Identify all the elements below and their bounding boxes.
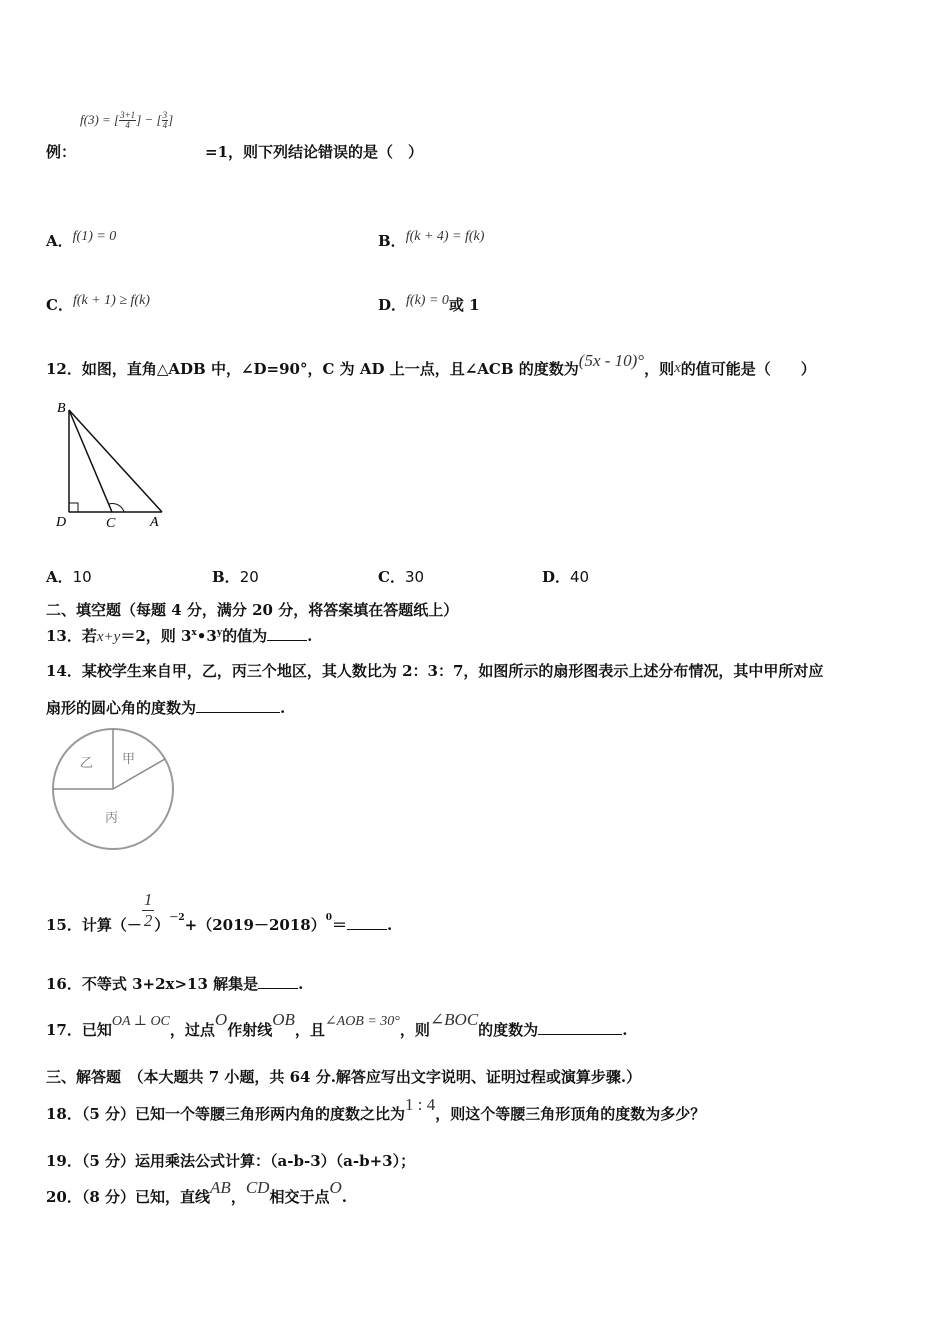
q18-ratio: 1 : 4: [405, 1095, 436, 1114]
q17-t1: ，过点: [169, 1021, 215, 1039]
q20-math-o: O: [329, 1178, 342, 1197]
q13-tail: 的值为: [222, 627, 268, 645]
option-value: 10: [72, 568, 92, 586]
option-letter: B．: [212, 568, 240, 586]
q15-prefix: 15．计算（－: [46, 916, 142, 934]
right-angle-mark: [69, 503, 78, 512]
q17-t2: 作射线: [227, 1021, 273, 1039]
q20-math-ab: AB: [210, 1178, 231, 1197]
q15-sup0: 0: [325, 913, 332, 923]
q13-sup2: y: [216, 628, 223, 638]
option-letter: C．: [378, 568, 405, 586]
q11-formula-end: ]: [168, 112, 174, 127]
q11-option-a[interactable]: [46, 230, 116, 251]
q17-t5: 的度数为: [478, 1021, 539, 1039]
q15-end: .: [387, 916, 393, 934]
q17-end: .: [622, 1021, 628, 1039]
q11-formula-lhs: f(3) = [: [80, 112, 120, 127]
q16-answer-blank[interactable]: [258, 976, 298, 989]
option-value: 30: [404, 568, 425, 586]
q20-math-cd: CD: [245, 1178, 270, 1197]
q15-frac-den: 2: [143, 911, 153, 930]
q15-frac-num: 1: [143, 890, 153, 909]
q20-t2: 相交于点: [269, 1188, 330, 1206]
q12-option-a[interactable]: [46, 566, 92, 587]
q13-dot: •3: [196, 627, 217, 645]
q20: [46, 1178, 347, 1207]
q17: [46, 1010, 628, 1040]
q18: [46, 1095, 706, 1124]
option-letter: D．: [542, 568, 571, 586]
q20-t1: ，: [230, 1188, 246, 1206]
q16-text: 16．不等式 3+2x>13 解集是: [46, 975, 259, 993]
q13-end: .: [307, 627, 313, 645]
q17-t4: ，则: [399, 1021, 430, 1039]
q17-math-o: O: [214, 1010, 228, 1029]
q17-math-ob: OB: [272, 1010, 295, 1029]
q11-example-label: 例：: [46, 143, 77, 161]
label-a: A: [150, 515, 159, 530]
q16: [46, 973, 303, 994]
option-letter: B．: [378, 232, 406, 250]
q20-prefix: 20．（8 分）已知，直线: [46, 1188, 211, 1206]
section2-heading: 二、填空题（每题 4 分，满分 20 分，将答案填在答题纸上）: [46, 601, 459, 619]
option-letter: C．: [46, 296, 73, 314]
option-value: 40: [570, 568, 590, 586]
q17-math-oa-oc: OA ⊥ OC: [111, 1014, 170, 1029]
section3-heading: 三、解答题 （本大题共 7 小题，共 64 分.解答应写出文字说明、证明过程或演算步骤.）: [46, 1068, 642, 1086]
q13-mid: ＝2，则 3: [120, 627, 192, 645]
q15-frac: [142, 890, 155, 931]
q13: [46, 625, 312, 646]
label-b: B: [57, 401, 66, 416]
q15-mid: ）: [154, 916, 170, 934]
q12-stem: [46, 351, 816, 379]
label-c: C: [106, 516, 116, 531]
q12-var: x: [674, 360, 681, 376]
q18-prefix: 18．（5 分）已知一个等腰三角形两内角的度数之比为: [46, 1105, 406, 1123]
option-letter: D．: [378, 296, 407, 314]
q11-option-c[interactable]: [46, 294, 150, 315]
q14-line2-text: 扇形的圆心角的度数为: [46, 699, 197, 717]
q13-prefix: 13．若: [46, 627, 97, 645]
q18-tail: ，则这个等腰三角形顶角的度数为多少？: [435, 1105, 706, 1123]
q16-end: .: [298, 975, 304, 993]
q17-t3: ，且: [294, 1021, 325, 1039]
q14-answer-blank[interactable]: [196, 700, 280, 713]
pie-label-bing: 丙: [105, 810, 119, 825]
q17-math-aob: ∠AOB = 30°: [324, 1014, 400, 1029]
q17-prefix: 17．已知: [46, 1021, 112, 1039]
q11-option-b[interactable]: [378, 230, 484, 251]
q11-formula: [80, 111, 173, 130]
q12-stem-b: ，则: [644, 360, 675, 378]
q15-eq: ＝: [332, 916, 348, 934]
q12-triangle-figure: [50, 398, 180, 533]
q12-stem-c: 的值可能是（ ）: [680, 360, 816, 378]
q11-stem-tail: =1，则下列结论错误的是（ ）: [205, 143, 424, 161]
q15-rest: +（2019－2018）: [184, 916, 326, 934]
q19: 19．（5 分）运用乘法公式计算：（a-b-3）（a-b+3）；: [46, 1152, 416, 1170]
q12-angle-expr: (5x - 10)°: [578, 351, 645, 370]
q14-end: .: [280, 699, 286, 717]
label-d: D: [56, 515, 67, 530]
q15-sup: －2: [169, 913, 185, 923]
q11-formula-mid: ] − [: [136, 112, 162, 127]
q14-line1: 14．某校学生来自甲，乙，丙三个地区，其人数比为 2：3：7，如图所示的扇形图表示上述分布情况，其中甲所对应: [46, 662, 824, 680]
segment-bc: [69, 410, 112, 512]
q12-stem-a: 12．如图，直角△ADB 中，∠D=90°，C 为 AD 上一点，且∠ACB 的度数为: [46, 360, 579, 378]
q17-math-boc: ∠BOC: [429, 1010, 479, 1029]
q13-sup1: x: [191, 628, 197, 638]
pie-label-jia: 甲: [122, 751, 136, 766]
q14-pie-chart: [50, 727, 178, 851]
q13-expr: x+y: [96, 629, 121, 645]
side-ba: [69, 410, 162, 512]
pie-label-yi: 乙: [80, 755, 94, 770]
q13-answer-blank[interactable]: [267, 628, 307, 641]
option-letter: A．: [46, 568, 73, 586]
q15: [46, 890, 393, 934]
option-value: 20: [239, 568, 259, 586]
q15-answer-blank[interactable]: [347, 917, 387, 930]
q20-end: .: [341, 1188, 347, 1206]
q14-line2: [46, 697, 285, 718]
pie-divider-right: [113, 759, 165, 789]
q11-frac1: $\frac{3+1}{4}$: [120, 110, 136, 130]
q11-option-d[interactable]: [378, 294, 480, 315]
option-math: f(k + 1) ≥ f(k): [72, 293, 150, 308]
option-letter: A．: [46, 232, 73, 250]
option-math: f(1) = 0: [72, 229, 117, 244]
q12-option-c[interactable]: [378, 566, 424, 587]
option-math: f(k + 4) = f(k): [405, 229, 485, 244]
option-math: f(k) = 0: [406, 293, 449, 308]
q11-frac2: $\frac{3}{4}$: [162, 110, 168, 130]
q12-option-d[interactable]: [542, 566, 589, 587]
q12-option-b[interactable]: [212, 566, 259, 587]
option-tail: 或 1: [448, 296, 480, 314]
q17-answer-blank[interactable]: [538, 1022, 622, 1035]
